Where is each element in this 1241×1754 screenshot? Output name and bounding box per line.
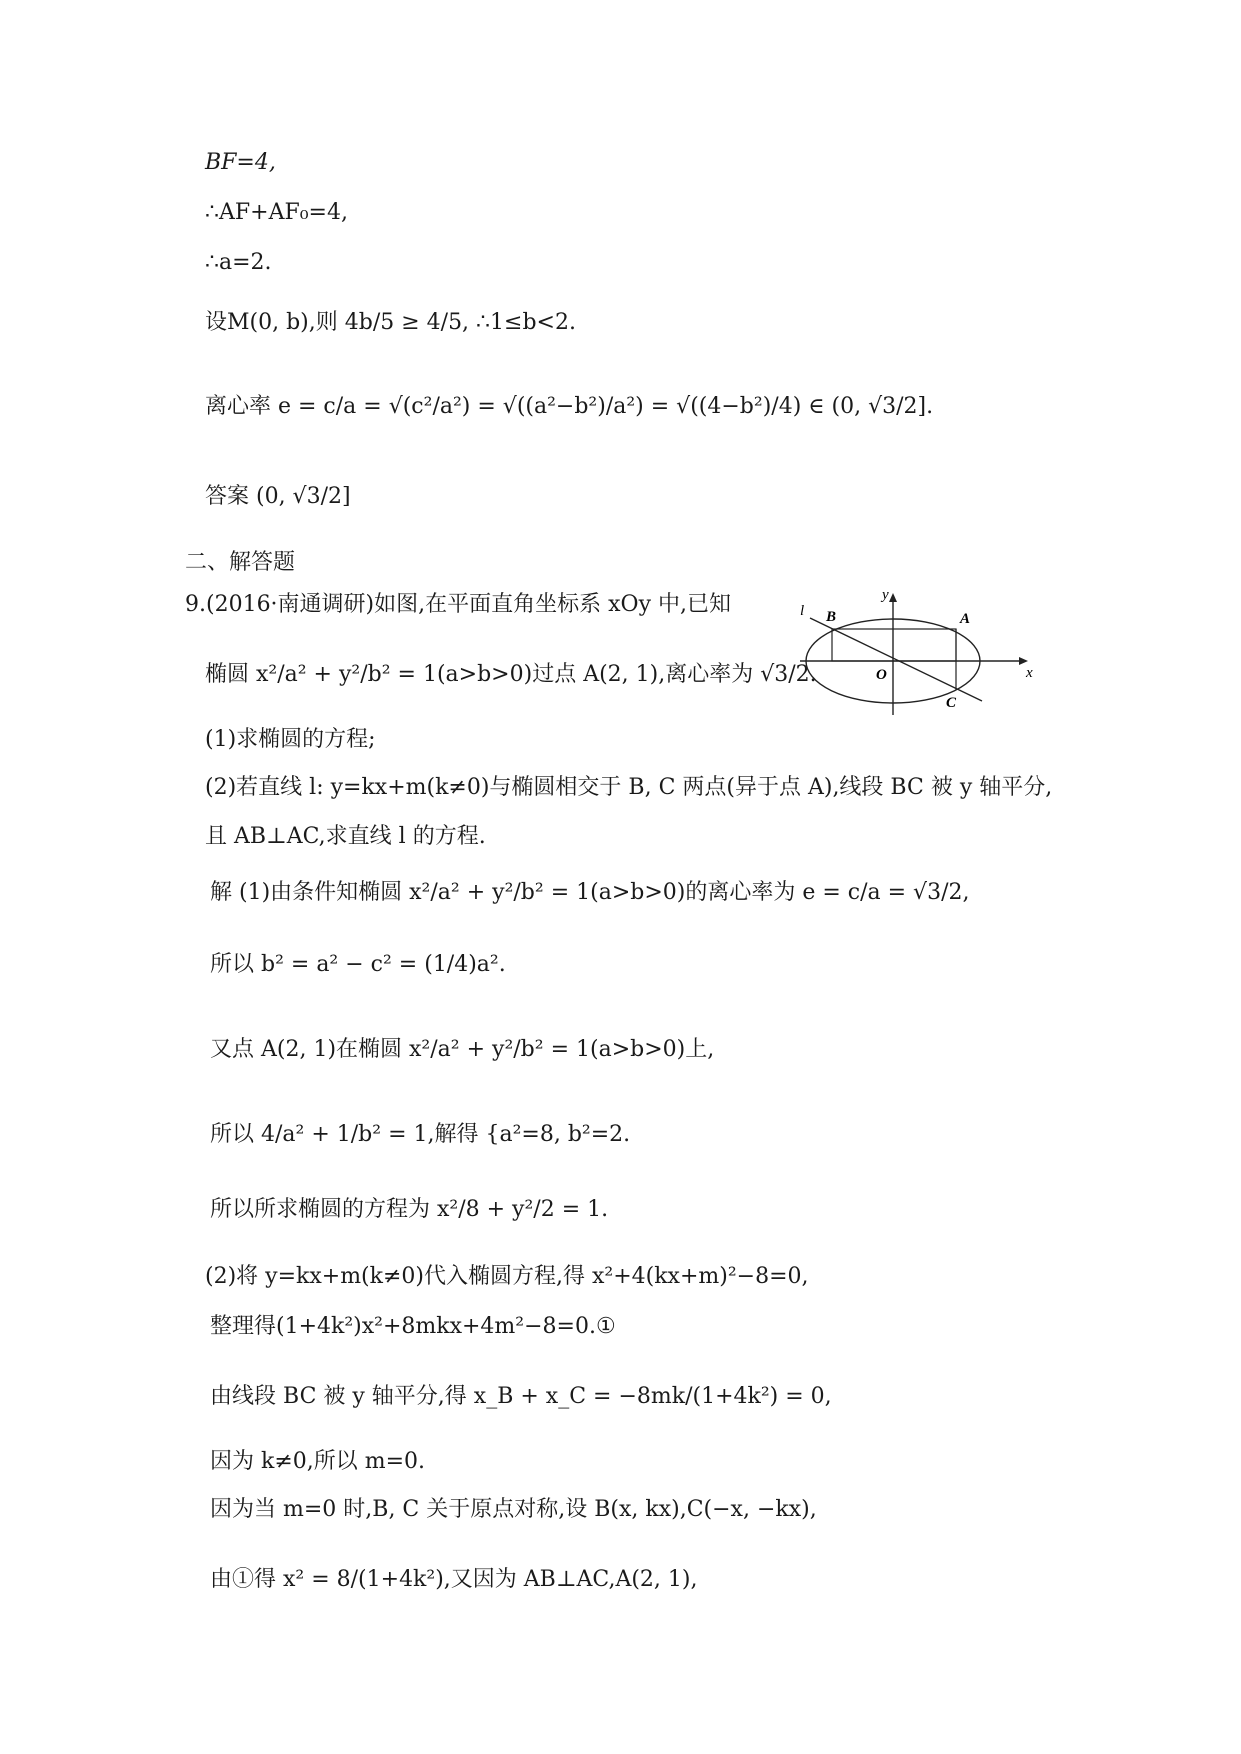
solution-9-line-5: 所以所求椭圆的方程为 x²/8 + y²/2 = 1. <box>210 1197 609 1222</box>
problem-9-question-1: (1)求椭圆的方程; <box>205 727 376 752</box>
solution-9-line-11: 由①得 x² = 8/(1+4k²),又因为 AB⊥AC,A(2, 1), <box>210 1567 698 1592</box>
label-l: l <box>800 603 805 619</box>
solution-line-bf: BF=4, <box>205 150 276 175</box>
problem-9-stem-line-2: 椭圆 x²/a² + y²/b² = 1(a>b>0)过点 A(2, 1),离心率为 √3/2. <box>205 662 817 687</box>
x-axis-arrow <box>1019 657 1028 665</box>
solution-line-b-range: 设M(0, b),则 4b/5 ≥ 4/5, ∴1≤b<2. <box>205 310 576 335</box>
problem-9-stem-line-1: 9.(2016·南通调研)如图,在平面直角坐标系 xOy 中,已知 <box>185 592 731 617</box>
solution-9-line-6: (2)将 y=kx+m(k≠0)代入椭圆方程,得 x²+4(kx+m)²−8=0, <box>205 1264 809 1289</box>
label-y: y <box>882 587 889 603</box>
solution-line-a-value: ∴a=2. <box>205 250 272 275</box>
label-x: x <box>1026 665 1033 681</box>
label-o: O <box>876 667 887 683</box>
solution-line-af-sum: ∴AF+AF₀=4, <box>205 200 348 225</box>
label-c: C <box>946 695 957 711</box>
solution-9-line-8: 由线段 BC 被 y 轴平分,得 x_B + x_C = −8mk/(1+4k²) = 0, <box>210 1384 832 1409</box>
answer-line: 答案 (0, √3/2] <box>205 484 351 509</box>
solution-9-line-1: 解 (1)由条件知椭圆 x²/a² + y²/b² = 1(a>b>0)的离心率为 e = c/a = √3/2, <box>210 880 970 905</box>
solution-9-line-3: 又点 A(2, 1)在椭圆 x²/a² + y²/b² = 1(a>b>0)上, <box>210 1037 715 1062</box>
solution-9-line-2: 所以 b² = a² − c² = (1/4)a². <box>210 952 506 977</box>
problem-9-question-2-line-1: (2)若直线 l: y=kx+m(k≠0)与椭圆相交于 B, C 两点(异于点 A),线段 BC 被 y 轴平分, <box>205 775 1053 800</box>
section-title: 二、解答题 <box>185 550 296 575</box>
solution-9-line-4: 所以 4/a² + 1/b² = 1,解得 {a²=8, b²=2. <box>210 1122 631 1147</box>
solution-9-line-7: 整理得(1+4k²)x²+8mkx+4m²−8=0.① <box>210 1314 616 1339</box>
solution-line-eccentricity: 离心率 e = c/a = √(c²/a²) = √((a²−b²)/a²) = √((4−b²)/4) ∈ (0, √3/2]. <box>205 394 934 419</box>
label-a: A <box>960 611 971 627</box>
solution-9-line-10: 因为当 m=0 时,B, C 关于原点对称,设 B(x, kx),C(−x, −kx), <box>210 1497 817 1522</box>
solution-9-line-9: 因为 k≠0,所以 m=0. <box>210 1449 426 1474</box>
label-b: B <box>826 609 837 625</box>
rect-b-a <box>832 629 956 661</box>
problem-9-question-2-line-2: 且 AB⊥AC,求直线 l 的方程. <box>205 824 486 849</box>
y-axis-arrow <box>889 593 897 602</box>
ellipse-figure <box>790 585 1040 720</box>
